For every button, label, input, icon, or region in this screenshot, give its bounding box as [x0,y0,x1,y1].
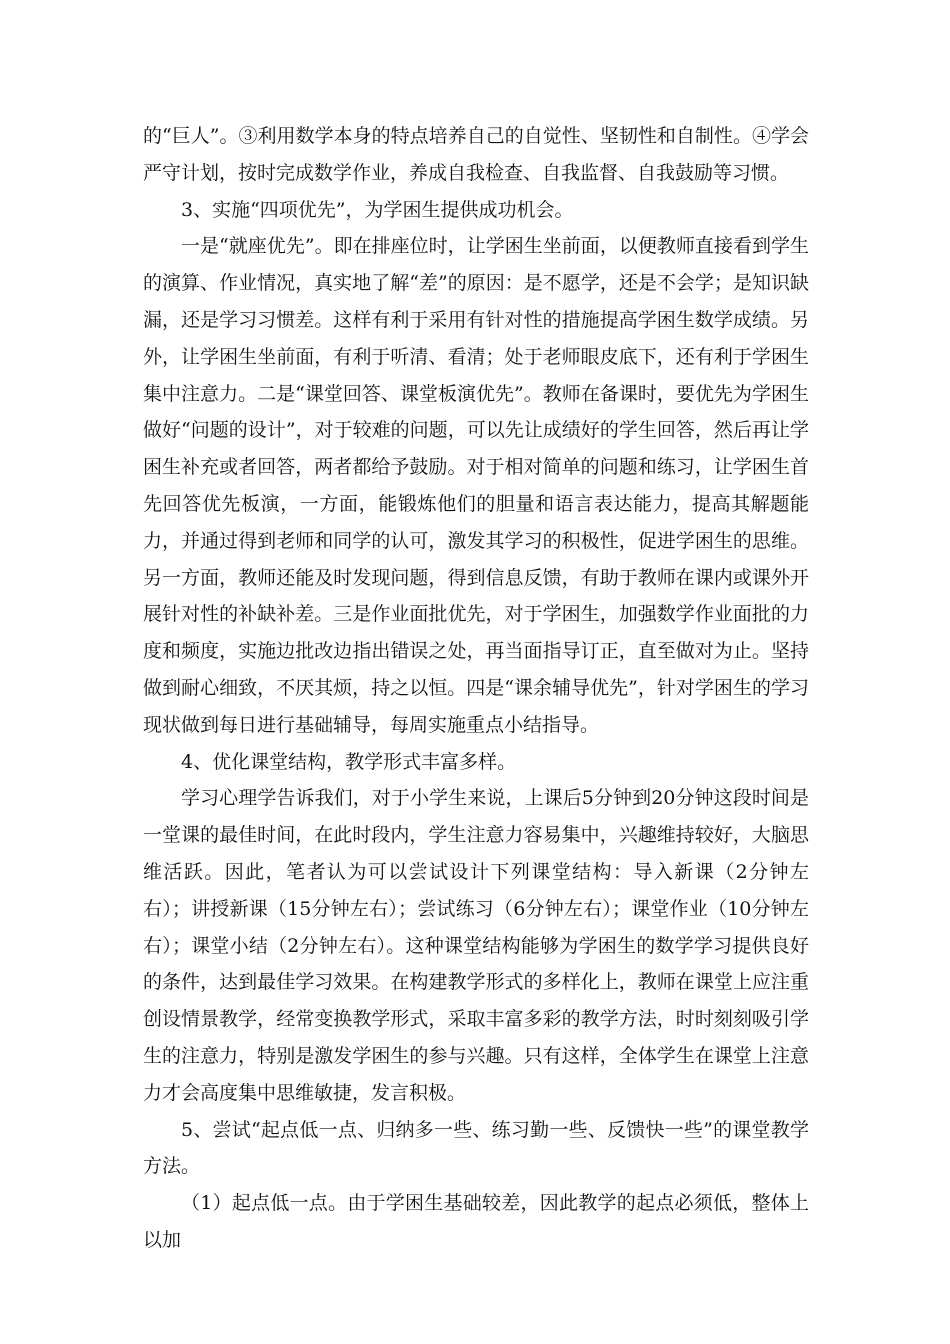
section-heading-3: 3、实施“四项优先”，为学困生提供成功机会。 [181,198,574,221]
paragraph-1: 的“巨人”。③利用数学本身的特点培养自己的自觉性、坚韧性和自制性。④学会严守计划，按时完成数学作业，养成自我检查、自我监督、自我鼓励等习惯。 [143,125,809,184]
section-heading-4: 4、优化课堂结构，教学形式丰富多样。 [181,750,517,773]
section-heading-5: 5、尝试“起点低一点、归纳多一些、练习勤一些、反馈快一些”的课堂教学方法。 [143,1118,809,1178]
paragraph-class-structure: 学习心理学告诉我们，对于小学生来说，上课后5分钟到20分钟这段时间是一堂课的最佳时间，在此时段内，学生注意力容易集中，兴趣维持较好，大脑思维活跃。因此，笔者认为可以尝试设计下列课堂结构：导入新课（2分钟左右）；讲授新课（15分钟左右）；尝试练习（6分钟左右）；课堂作业（10分钟左右）；课堂小结（2分钟左右）。这种课堂结构能够为学困生的数学学习提供良好的条件，达到最佳学习效果。在构建教学形式的多样化上，教师在课堂上应注重创设情景教学，经常变换教学形式，采取丰富多彩的教学方法，时时刻刻吸引学生的注意力，特别是激发学困生的参与兴趣。只有这样，全体学生在课堂上注意力才会高度集中思维敏捷，发言积极。 [143,787,809,1104]
document-body [143,118,809,1259]
paragraph-low-start: （1）起点低一点。由于学困生基础较差，因此教学的起点必须低，整体上以加 [143,1192,809,1251]
paragraph-four-priorities: 一是“就座优先”。即在排座位时，让学困生坐前面，以便教师直接看到学生的演算、作业情况，真实地了解“差”的原因：是不愿学，还是不会学；是知识缺漏，还是学习习惯差。这样有利于采用有针对性的措施提高学困生数学成绩。另外，让学困生坐前面，有利于听清、看清；处于老师眼皮底下，还有利于学困生集中注意力。二是“课堂回答、课堂板演优先”。教师在备课时，要优先为学困生做好“问题的设计”，对于较难的问题，可以先让成绩好的学生回答，然后再让学困生补充或者回答，两者都给予鼓励。对于相对简单的问题和练习，让学困生首先回答优先板演，一方面，能锻炼他们的胆量和语言表达能力，提高其解题能力，并通过得到老师和同学的认可，激发其学习的积极性，促进学困生的思维。另一方面，教师还能及时发现问题，得到信息反馈，有助于教师在课内或课外开展针对性的补缺补差。三是作业面批优先，对于学困生，加强数学作业面批的力度和频度，实施边批改边指出错误之处，再当面指导订正，直至做对为止。坚持做到耐心细致，不厌其烦，持之以恒。四是“课余辅导优先”，针对学困生的学习现状做到每日进行基础辅导，每周实施重点小结指导。 [143,235,809,736]
